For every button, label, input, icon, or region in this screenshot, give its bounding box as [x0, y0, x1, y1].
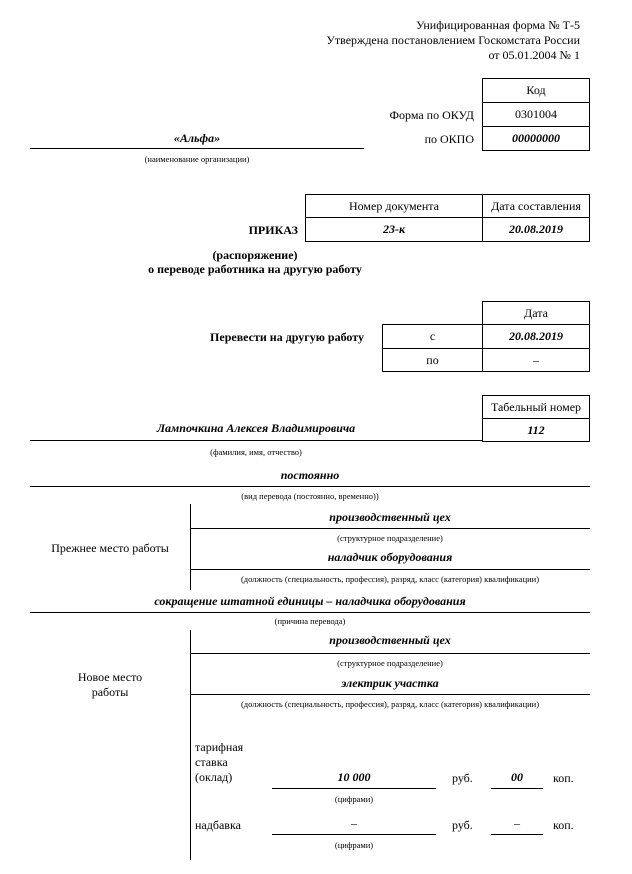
okpo-value-cell: 00000000: [482, 126, 590, 151]
transfer-type-caption: (вид перевода (постоянно, временно)): [241, 491, 379, 501]
okud-label: Форма по ОКУД: [389, 108, 474, 122]
new-position-underline: [190, 694, 590, 695]
previous-label: Прежнее место работы: [51, 541, 169, 555]
new-place-label-1: Новое место: [77, 670, 143, 684]
reason-value: сокращение штатной единицы – наладчика оборудования: [154, 594, 466, 608]
previous-position-underline: [190, 569, 590, 570]
previous-department: производственный цех: [329, 510, 451, 524]
okpo-label: по ОКПО: [424, 132, 474, 146]
new-place-label-2: работы: [91, 685, 129, 699]
transfer-type-underline: [30, 486, 590, 487]
bonus-digits-caption: (цифрами): [334, 840, 374, 850]
transfer-to-value: –: [482, 348, 590, 372]
transfer-to-label: по: [382, 348, 483, 372]
transfer-date-header: Дата: [482, 301, 590, 325]
reason-caption: (причина перевода): [274, 616, 346, 626]
employee-name-caption: (фамилия, имя, отчество): [210, 447, 302, 457]
employee-name-underline: [30, 440, 482, 441]
transfer-label: Перевести на другую работу: [210, 330, 364, 344]
transfer-from-value: 20.08.2019: [482, 324, 590, 349]
doc-date-header: Дата составления: [482, 194, 590, 218]
previous-position-caption: (должность (специальность, профессия), разряд, класс (категория) квалификации): [240, 574, 540, 584]
new-department-underline: [190, 653, 590, 654]
rate-kop-underline: [491, 788, 543, 789]
rate-label-1: тарифная: [195, 740, 244, 754]
rate-kop-label: коп.: [553, 771, 574, 785]
transfer-type-value: постоянно: [280, 468, 340, 482]
organization-underline: [30, 148, 364, 149]
rate-label-3: (оклад): [195, 770, 233, 784]
bonus-rub-value: –: [351, 816, 357, 830]
bonus-kop-label: коп.: [553, 818, 574, 832]
previous-department-underline: [190, 528, 590, 529]
form-header-line3: от 05.01.2004 № 1: [488, 48, 580, 62]
tab-number-header: Табельный номер: [482, 395, 590, 419]
bonus-rub-underline: [272, 834, 436, 835]
form-header-line1: Унифицированная форма № Т-5: [415, 18, 580, 32]
new-position-caption: (должность (специальность, профессия), разряд, класс (категория) квалификации): [240, 699, 540, 709]
doc-date-value: 20.08.2019: [482, 217, 590, 242]
transfer-from-label: с: [382, 324, 483, 349]
doc-subtitle-1: (распоряжение): [212, 248, 298, 262]
bonus-rub-label: руб.: [452, 818, 473, 832]
rate-rub-label: руб.: [452, 771, 473, 785]
new-department-caption: (структурное подразделение): [337, 658, 443, 668]
new-department: производственный цех: [329, 633, 451, 647]
new-position: электрик участка: [341, 676, 439, 690]
bonus-kop-underline: [491, 834, 543, 835]
rate-kop-value: 00: [511, 770, 523, 784]
previous-department-caption: (структурное подразделение): [337, 533, 443, 543]
kod-header: Код: [482, 78, 590, 103]
doc-number-header: Номер документа: [305, 194, 483, 218]
employee-name: Лампочкина Алексея Владимировича: [156, 421, 356, 435]
doc-title: ПРИКАЗ: [248, 223, 298, 237]
organization-caption: (наименование организации): [144, 154, 250, 164]
rate-digits-caption: (цифрами): [334, 794, 374, 804]
organization-name: «Альфа»: [173, 131, 221, 145]
tab-number-value: 112: [482, 418, 590, 442]
rate-rub-value: 10 000: [337, 770, 371, 784]
rate-rub-underline: [272, 788, 436, 789]
previous-position: наладчик оборудования: [327, 550, 453, 564]
bonus-label: надбавка: [195, 818, 241, 832]
rate-label-2: ставка: [195, 755, 228, 769]
doc-subtitle-2: о переводе работника на другую работу: [148, 262, 362, 276]
bonus-kop-value: –: [514, 816, 520, 830]
reason-underline: [30, 612, 590, 613]
form-header-line2: Утверждена постановлением Госкомстата России: [326, 33, 580, 47]
doc-number-value: 23-к: [305, 217, 483, 242]
okud-value-cell: 0301004: [482, 102, 590, 127]
